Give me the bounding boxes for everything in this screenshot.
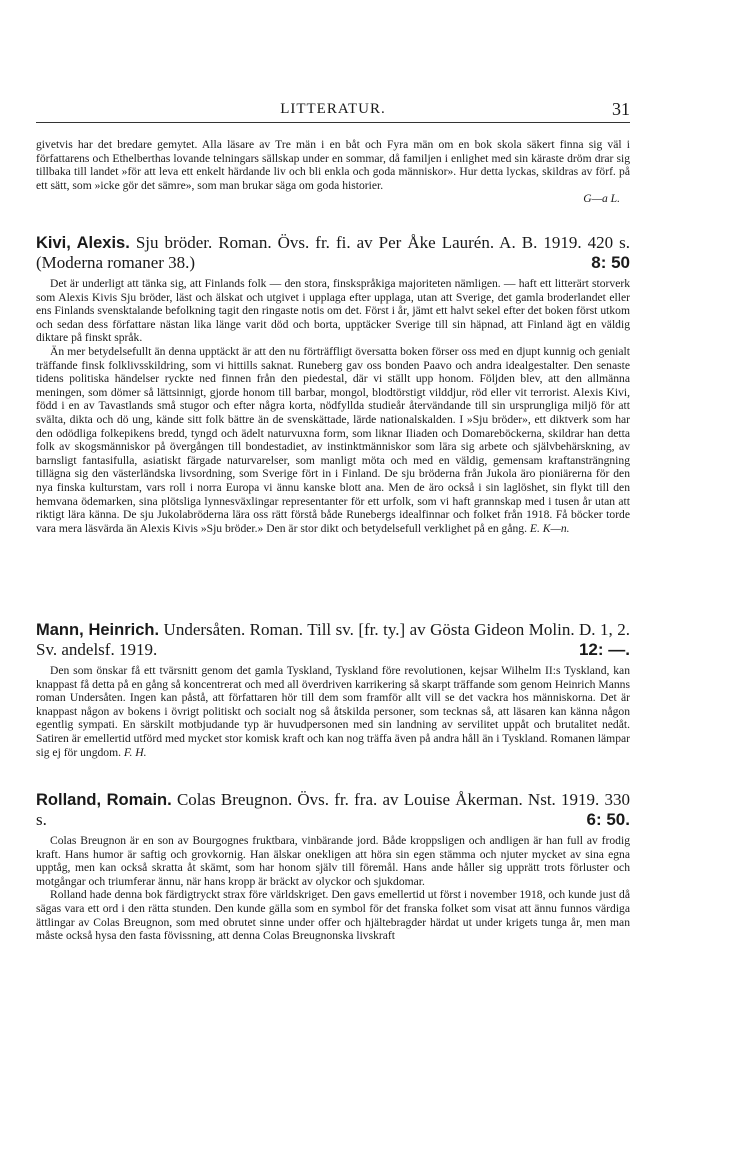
review-paragraph: Colas Breugnon är en son av Bourgognes fruktbara, vinbärande jord. Både kroppsligen och andligen är han full av frodig kraft. Hans humor är saftig och grovkornig. Han älskar onekligen att höra sin egen stämma och njuter mycket av sina egna upptåg, men kan också skratta åt skämt, som har honom själv till föremål. Hans ande håller sig upprätt trots förluster och motgångar och triumferar ännu, när hans kropp är bräckt av olyckor och sjukdomar. bbox=[36, 834, 630, 888]
entry-heading bbox=[36, 233, 630, 272]
entry-price: 8: 50 bbox=[591, 253, 630, 272]
entry-price: 12: —. bbox=[578, 640, 630, 659]
intro-signature: G—a L. bbox=[583, 192, 620, 206]
review-signature: F. H. bbox=[121, 745, 147, 759]
entry-heading bbox=[36, 790, 630, 829]
page-header bbox=[36, 101, 630, 121]
review-paragraph: Rolland hade denna bok färdigtryckt strax före världskriget. Den gavs emellertid ut först i november 1918, och kunde just då sägas vara ett ord i den rätta stunden. Den kunde gälla som en symbol för det franska folket som visat att ännu funnos värdiga ättlingar av Colas Breugnon, som med obrutet sinne under offer och hjältebragder härdat ut under krigets tunga år, men man måste också hysa den fasta fövissning, att denna Colas Breugnonska livskraft bbox=[36, 888, 630, 943]
entry-details: Colas Breugnon. Övs. fr. fra. av Louise Åkerman. Nst. 1919. 330 s. bbox=[36, 790, 630, 829]
entry-details: Undersåten. Roman. Till sv. [fr. ty.] av Gösta Gideon Molin. D. 1, 2. Sv. andelsf. 1919. bbox=[36, 620, 630, 659]
entry-kivi bbox=[36, 233, 630, 535]
review-signature: E. K—n. bbox=[527, 521, 570, 535]
entry-rolland bbox=[36, 790, 630, 943]
entry-review bbox=[36, 834, 630, 943]
entry-heading bbox=[36, 620, 630, 659]
entry-review bbox=[36, 277, 630, 535]
running-title: LITTERATUR. bbox=[280, 101, 386, 117]
review-paragraph: Den som önskar få ett tvärsnitt genom det gamla Tyskland, Tyskland före revolutionen, kejsar Wilhelm II:s Tyskland, kan knappast få detta på en gång så koncentrerat och med all överdriven karrikering så skarpt träffande som genom Heinrich Manns roman Undersåten. Ingen kan påstå, att författaren hör till dem som framför allt vill se det vackra hos människorna. Det är knappast någon av bokens i övrigt politiskt och socialt nog så åtskilda personer, som tecknas så, att läsaren kan känna någon egentlig sympati. En särskilt motbjudande typ är huvudpersonen med sin landning av servilitet uppåt och brutalitet nedåt. Satiren är emellertid utförd med mycket stor komisk kraft och kan nog träffa även på andra håll än i Tyskland. Romanen lämpar sig ej för ungdom. F. H. bbox=[36, 664, 630, 759]
page-number: 31 bbox=[612, 99, 630, 119]
entry-author: Kivi, Alexis. bbox=[36, 234, 130, 252]
review-paragraph: Än mer betydelsefullt än denna upptäckt är att den nu förträffligt översatta boken förser oss med en djupt kunnig och genialt träffande finsk folklivsskildring, som vi hittills saknat. Runeberg gav oss bonden Paavo och andra idealgestalter. Den senaste tidens politiska händelser ryckte ned finnen från den piedestal, där vi ställt upp honom. Följden blev, att den allmänna meningen, som dömer så lättsinnigt, gjorde honom till barbar, mongol, blodtörstigt vilddjur, röd eller vit terrorist. Alexis Kivi, född i en av Tavastlands små stugor och efter några korta, nödfyllda studieår återvändande till sin ursprungliga miljö för att svälta, dikta och dö ung, kände sitt folk bättre än de svenskättade, lärde nationalskalden. I »Sju bröder», ett diktverk som har den odödliga folkepikens bredd, tyngd och ädelt naturvuxna form, som liknar Iliaden och Domareböckerna, skildrar han detta folk av skogsmänniskor på övergången till bondestadiet, av instinktmänniskor som lära sig arbete och självbehärskning, av barnsligt fantasifulla, asiatiskt färgade naturvarelser, som manligt möta och med en väldig, gemensam kraftansträngning tillägna sig den västerländska livsordning, som Sverige fört in i Finland. De sju bröderna från Jukola äro pioniärerna för den nya finska kulturstam, vars roll i norra Europa vi ännu kanske blott ana. Men de äro också i sin laglöshet, sin flykt till den hemvana ödemarken, sina plötsliga lynnesväxlingar representanter för ett urfolk, som vi haft grannskap med i tusen år utan att riktigt lära känna. De sju Jukolabröderna lära oss rätt förstå både Runebergs idealfinnar och folket från 1918. Få böcker torde vara mera läsvärda än Alexis Kivis »Sju bröder.» Den är stor dikt och betydelsefull verklighet på en gång. E. K—n. bbox=[36, 344, 630, 535]
intro-review bbox=[36, 138, 630, 206]
entry-mann bbox=[36, 620, 630, 759]
entry-author: Mann, Heinrich. bbox=[36, 621, 160, 639]
entry-author: Rolland, Romain. bbox=[36, 791, 172, 809]
entry-price: 6: 50. bbox=[586, 810, 630, 829]
intro-text: givetvis har det bredare gemytet. Alla läsare av Tre män i en båt och Fyra män om en bok skola säkert finna sig väl i författarens och Ethelberthas lovande telningars sällskap under en sommar, då familjen i enlighet med sin käraste dröm drar sig tillbaka till landet »för att leva ett enkelt härdande liv och bli enkla och goda människor». Hur detta lyckas, skildras av förf. på ett sätt, som »icke gör det sämre», som man brukar säga om goda historier. bbox=[36, 138, 630, 192]
review-paragraph: Det är underligt att tänka sig, att Finlands folk — den stora, finskspråkiga majoriteten nämligen. — haft ett litterärt storverk som Alexis Kivis Sju bröder, läst och älskat och utgivet i upplaga efter upplaga, utan att Sverige, det gamla broderlandet eller ens Finlands svensktalande befolkning tagit den ringaste notis om det. Först i år, jämt ett halvt sekel efter det boken först utkom och sedan dess författare nästan lika länge varit död och borta, upptäcker Sverige till sin häpnad, att Finland ägt en väldig diktare på finskt språk. bbox=[36, 277, 630, 345]
entry-review bbox=[36, 664, 630, 759]
header-rule bbox=[36, 122, 630, 123]
entry-details: Sju bröder. Roman. Övs. fr. fi. av Per Åke Laurén. A. B. 1919. 420 s. (Moderna romaner 38.) bbox=[36, 233, 631, 272]
